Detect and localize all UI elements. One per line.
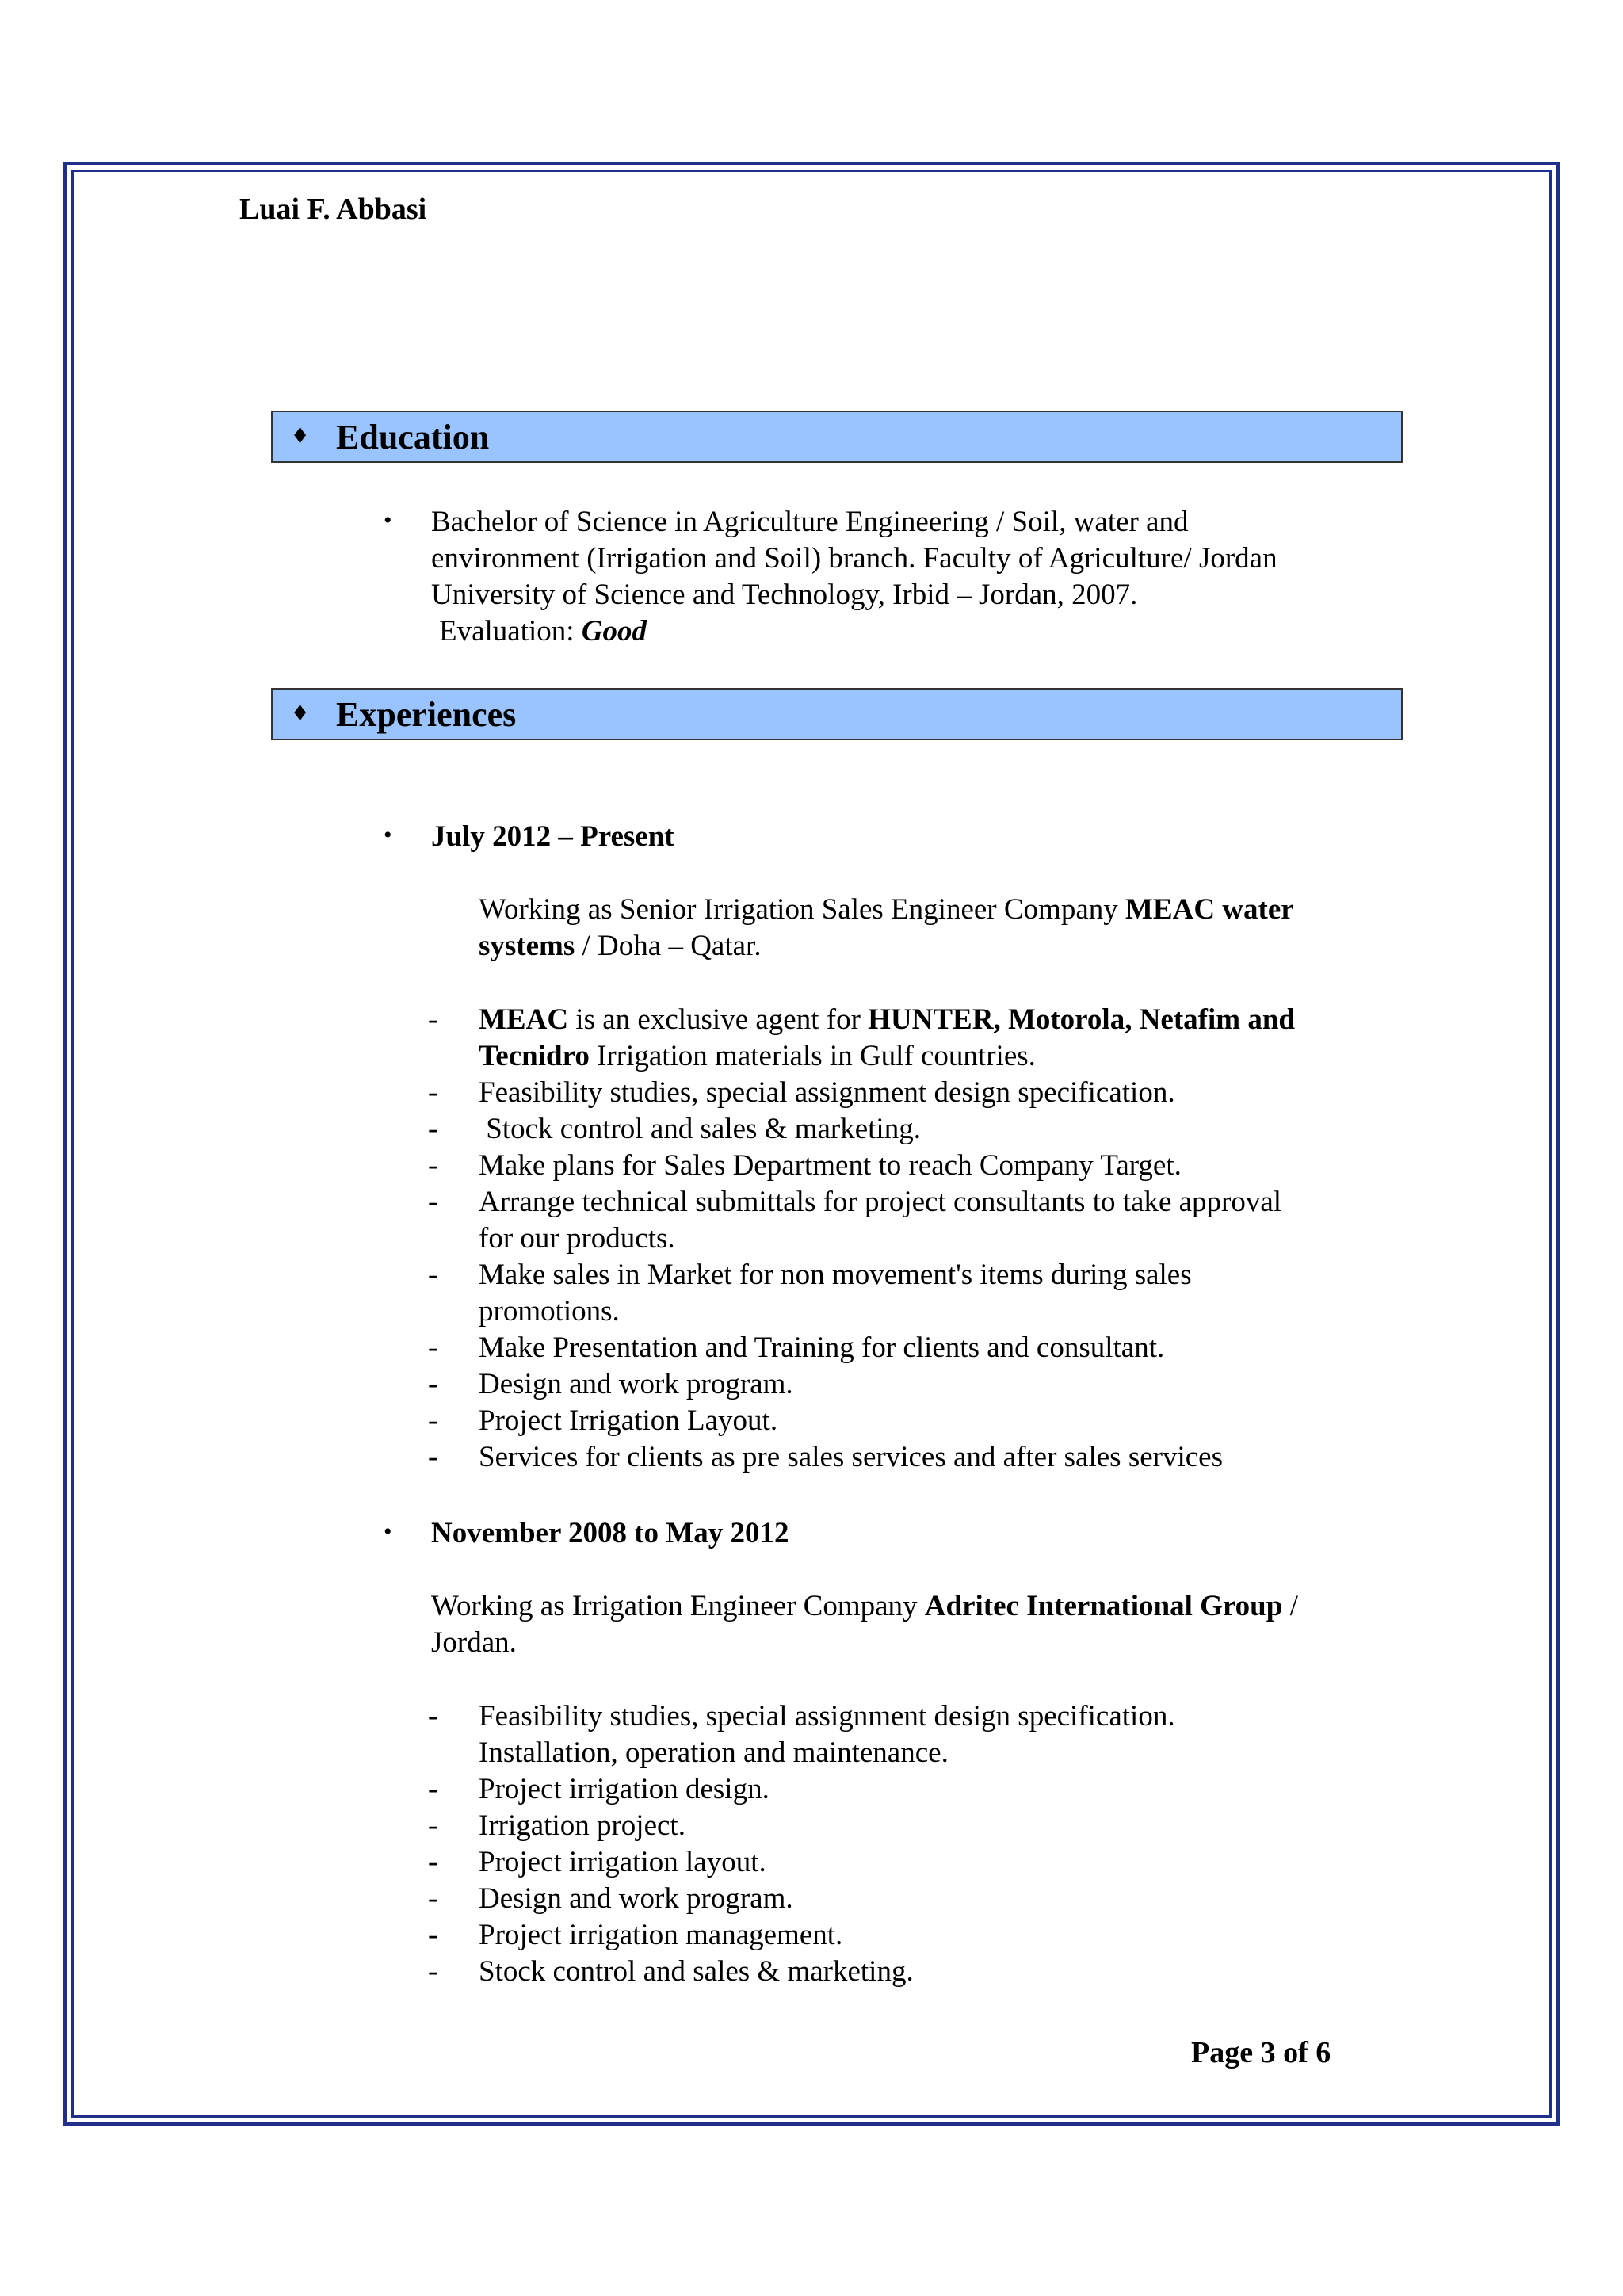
- section-title-education: Education: [336, 418, 490, 457]
- job1-duty: Make Presentation and Training for clients and consultant.: [479, 1331, 1165, 1364]
- section-header-education: [271, 411, 1403, 463]
- dash-icon: -: [428, 1809, 438, 1842]
- job2-intro: Working as Irrigation Engineer Company Adritec International Group / Jordan.: [431, 1590, 1298, 1659]
- page-number: Page 3 of 6: [1191, 2036, 1331, 2069]
- dash-icon: -: [428, 1186, 438, 1218]
- dash-icon: -: [428, 1955, 438, 1988]
- section-title-experiences: Experiences: [336, 695, 517, 734]
- bullet-icon: •: [384, 1519, 392, 1545]
- job1-duty: Make plans for Sales Department to reach Company Target.: [479, 1149, 1182, 1182]
- dash-icon: -: [428, 1259, 438, 1291]
- job2-duty: Project irrigation management.: [479, 1919, 843, 1951]
- job1-duty-continued: for our products.: [479, 1222, 675, 1255]
- job2-duty: Irrigation project.: [479, 1809, 685, 1842]
- education-line: University of Science and Technology, Irbid – Jordan, 2007.: [431, 579, 1138, 611]
- education-evaluation: Evaluation: Good: [439, 615, 647, 648]
- diamond-icon: ♦: [293, 697, 307, 727]
- dash-icon: -: [428, 1076, 438, 1109]
- job2-duty: Project irrigation layout.: [479, 1846, 766, 1878]
- job1-duty: Project Irrigation Layout.: [479, 1404, 778, 1437]
- education-degree: [431, 504, 1277, 650]
- dash-icon: -: [428, 1113, 438, 1145]
- education-line: environment (Irrigation and Soil) branch. Faculty of Agriculture/ Jordan: [431, 542, 1277, 575]
- job1-period: July 2012 – Present: [431, 820, 674, 853]
- bullet-icon: •: [384, 507, 392, 533]
- diamond-icon: ♦: [293, 420, 307, 449]
- dash-icon: -: [428, 1441, 438, 1473]
- bullet-icon: •: [384, 822, 392, 848]
- dash-icon: -: [428, 1368, 438, 1400]
- section-header-experiences: [271, 688, 1403, 740]
- job1-intro: Working as Senior Irrigation Sales Engineer Company MEAC water systems / Doha – Qatar.: [479, 893, 1294, 962]
- dash-icon: -: [428, 1003, 438, 1036]
- dash-icon: -: [428, 1404, 438, 1437]
- dash-icon: -: [428, 1846, 438, 1878]
- job2-duty: Project irrigation design.: [479, 1773, 769, 1805]
- job1-duty: Arrange technical submittals for project consultants to take approval: [479, 1186, 1282, 1218]
- job2-duty: Feasibility studies, special assignment design specification.: [479, 1700, 1175, 1733]
- job2-duty: Design and work program.: [479, 1882, 793, 1915]
- job2-duty-continued: Installation, operation and maintenance.: [479, 1736, 949, 1769]
- education-line: Bachelor of Science in Agriculture Engineering / Soil, water and: [431, 506, 1189, 538]
- job2-duty: Stock control and sales & marketing.: [479, 1955, 914, 1988]
- dash-icon: -: [428, 1149, 438, 1182]
- dash-icon: -: [428, 1773, 438, 1805]
- dash-icon: -: [428, 1700, 438, 1733]
- dash-icon: -: [428, 1882, 438, 1915]
- dash-icon: -: [428, 1919, 438, 1951]
- job1-duty: Stock control and sales & marketing.: [479, 1113, 921, 1145]
- job1-duty: Feasibility studies, special assignment design specification.: [479, 1076, 1175, 1109]
- job1-duty-continued: promotions.: [479, 1295, 620, 1328]
- job1-duty: Make sales in Market for non movement's items during sales: [479, 1259, 1192, 1291]
- job1-duty: Services for clients as pre sales services and after sales services: [479, 1441, 1224, 1473]
- job1-meac-note: MEAC is an exclusive agent for HUNTER, Motorola, Netafim and Tecnidro Irrigation materials in Gulf countries.: [479, 1003, 1296, 1072]
- job2-period: November 2008 to May 2012: [431, 1517, 789, 1549]
- author-name: Luai F. Abbasi: [239, 193, 427, 226]
- job1-duty: Design and work program.: [479, 1368, 793, 1400]
- dash-icon: -: [428, 1331, 438, 1364]
